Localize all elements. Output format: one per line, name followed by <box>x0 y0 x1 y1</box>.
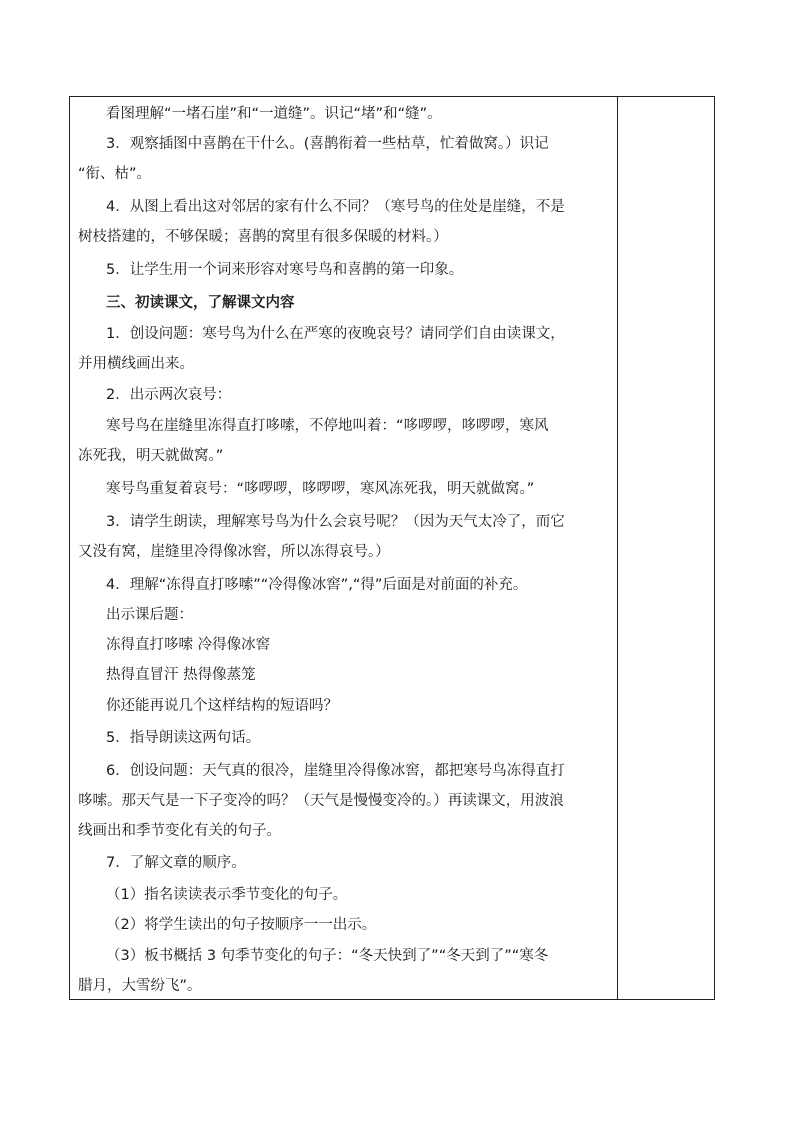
text-line: 并用横线画出来。 <box>78 356 194 372</box>
section-heading: 三、初读课文，了解课文内容 <box>106 295 295 311</box>
text-line: 线画出和季节变化有关的句子。 <box>78 823 281 839</box>
text-line: 又没有窝，崖缝里冷得像冰窖，所以冻得哀号。） <box>78 544 390 560</box>
text-line: 热得直冒汗 热得像蒸笼 <box>106 667 256 683</box>
text-line: 1．创设问题：寒号鸟为什么在严寒的夜晚哀号？请同学们自由读课文， <box>106 326 565 342</box>
text-line: 冻死我，明天就做窝。” <box>78 448 224 464</box>
text-line: 4．从图上看出这对邻居的家有什么不同？（寒号鸟的住处是崖缝，不是 <box>106 199 565 215</box>
text-line: 5．让学生用一个词来形容对寒号鸟和喜鹊的第一印象。 <box>106 262 464 278</box>
text-line: 7．了解文章的顺序。 <box>106 855 246 871</box>
text-line: 树枝搭建的，不够保暖；喜鹊的窝里有很多保暖的材料。） <box>78 229 448 245</box>
text-line: 出示课后题： <box>106 607 193 623</box>
text-line: 3．请学生朗读，理解寒号鸟为什么会哀号呢？（因为天气太冷了，而它 <box>106 514 565 530</box>
text-line: 冻得直打哆嗦 冷得像冰窖 <box>106 637 271 653</box>
text-line: 寒号鸟在崖缝里冻得直打哆嗦，不停地叫着：“哆啰啰，哆啰啰，寒风 <box>106 418 549 434</box>
text-line: 看图理解“一堵石崖”和“一道缝”。识记“堵”和“缝”。 <box>106 106 442 122</box>
lesson-content-cell <box>70 97 617 999</box>
text-line: 3．观察插图中喜鹊在干什么。(喜鹊衔着一些枯草，忙着做窝。）识记 <box>106 136 549 152</box>
text-line: （1）指名读读表示季节变化的句子。 <box>106 887 348 903</box>
text-line: （2）将学生读出的句子按顺序一一出示。 <box>106 917 377 933</box>
text-line: 腊月，大雪纷飞”。 <box>78 978 202 994</box>
text-line: 5．指导朗读这两句话。 <box>106 730 261 746</box>
text-line: 你还能再说几个这样结构的短语吗？ <box>106 698 338 714</box>
text-line: 哆嗦。那天气是一下子变冷的吗？（天气是慢慢变冷的。）再读课文，用波浪 <box>78 793 564 809</box>
lesson-plan-table <box>69 96 715 1000</box>
text-line: 4．理解“冻得直打哆嗦”“冷得像冰窖”,“得”后面是对前面的补充。 <box>106 577 528 593</box>
text-line: 2．出示两次哀号： <box>106 387 232 403</box>
text-line: （3）板书概括 3 句季节变化的句子：“冬天快到了”“冬天到了”“寒冬 <box>106 948 549 964</box>
text-line: 6．创设问题：天气真的很冷，崖缝里冷得像冰窖，都把寒号鸟冻得直打 <box>106 763 565 779</box>
table-column-divider <box>617 97 618 999</box>
text-line: 寒号鸟重复着哀号：“哆啰啰，哆啰啰，寒风冻死我，明天就做窝。” <box>106 481 535 497</box>
text-line: “衔、枯”。 <box>78 166 152 182</box>
